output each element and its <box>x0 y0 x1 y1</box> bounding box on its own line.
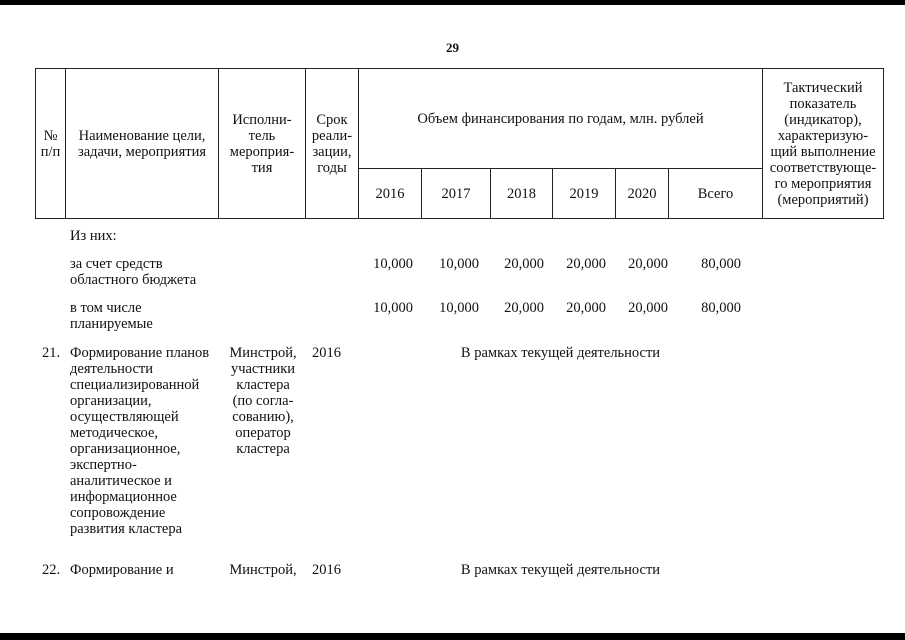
header-indicator: Тактический показатель (индикатор), характеризую- щий выполнение соответствующе- го мероприятия (мероприятий) <box>762 68 884 219</box>
header-term: Срок реали- зации, годы <box>305 68 359 219</box>
item-22-funding: В рамках текущей деятельности <box>460 562 661 578</box>
item-22-term: 2016 <box>312 562 341 578</box>
header-num: № п/п <box>35 68 66 219</box>
header-executor: Исполни- тель мероприя- тия <box>218 68 306 219</box>
header-name: Наименование цели, задачи, мероприятия <box>65 68 219 219</box>
regional-2016: 10,000 <box>373 256 413 272</box>
regional-2020: 20,000 <box>628 256 668 272</box>
regional-total: 80,000 <box>701 256 741 272</box>
planned-total: 80,000 <box>701 300 741 316</box>
planned-2019: 20,000 <box>566 300 606 316</box>
item-21-executor: Минстрой, участники кластера (по согла- сованию), оператор кластера <box>229 345 297 457</box>
top-scan-edge <box>0 0 905 5</box>
regional-2018: 20,000 <box>504 256 544 272</box>
header-funding: Объем финансирования по годам, млн. рублей <box>358 68 763 169</box>
header-year-2019: 2019 <box>552 168 616 219</box>
planned-2020: 20,000 <box>628 300 668 316</box>
header-total: Всего <box>668 168 763 219</box>
item-22-num: 22. <box>42 562 61 578</box>
item-21-name: Формирование планов деятельности специализированной организации, осуществляющей методическое, организационное, экспертно- аналитическое и информационное сопровождение развития кластера <box>70 345 210 537</box>
item-22-executor: Минстрой, <box>229 562 297 578</box>
planned-2018: 20,000 <box>504 300 544 316</box>
header-year-2016: 2016 <box>358 168 422 219</box>
item-21-term: 2016 <box>312 345 341 361</box>
planned-2017: 10,000 <box>439 300 479 316</box>
item-22-name: Формирование и <box>70 562 174 578</box>
bottom-scan-edge <box>0 633 905 640</box>
header-year-2017: 2017 <box>421 168 491 219</box>
of-them-label: Из них: <box>70 228 117 244</box>
item-21-num: 21. <box>42 345 61 361</box>
regional-2019: 20,000 <box>566 256 606 272</box>
page-number: 29 <box>446 40 459 55</box>
item-21-funding: В рамках текущей деятельности <box>460 345 661 361</box>
planned-label: в том числе планируемые <box>70 300 153 332</box>
planned-2016: 10,000 <box>373 300 413 316</box>
header-year-2020: 2020 <box>615 168 669 219</box>
regional-2017: 10,000 <box>439 256 479 272</box>
regional-budget-label: за счет средств областного бюджета <box>70 256 197 288</box>
header-year-2018: 2018 <box>490 168 553 219</box>
